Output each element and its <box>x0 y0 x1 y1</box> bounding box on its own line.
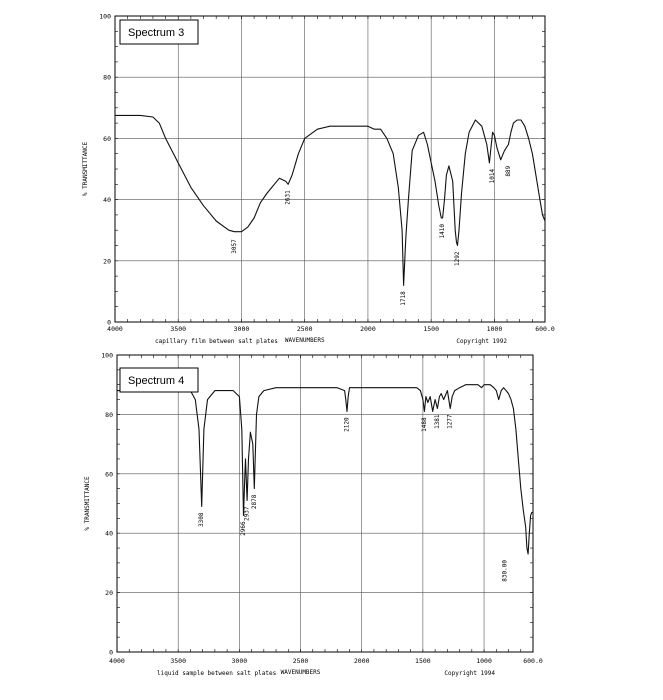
copyright-note: Copyright 1994 <box>444 670 495 677</box>
spectrum-trace <box>115 115 545 285</box>
peak-label: 1488 <box>420 417 428 432</box>
x-tick-label: 3500 <box>170 657 187 665</box>
peak-label: 2878 <box>250 494 258 510</box>
chart-title: Spectrum 4 <box>128 375 185 387</box>
y-tick-label: 60 <box>105 470 113 479</box>
peak-label: 2937 <box>243 506 251 521</box>
y-tick-label: 60 <box>103 134 111 143</box>
plot-frame <box>115 16 545 322</box>
y-axis-label: % TRANSMITTANCE <box>82 141 89 197</box>
spectrum-4-chart <box>84 352 543 678</box>
peak-label: 1292 <box>453 251 461 266</box>
x-tick-label: 4000 <box>107 325 123 333</box>
x-tick-label: 2500 <box>296 325 313 333</box>
x-tick-label: 600.0 <box>535 325 555 333</box>
x-axis-label: WAVENUMBERS <box>284 337 325 344</box>
y-tick-label: 0 <box>109 648 113 657</box>
y-tick-label: 80 <box>103 73 111 82</box>
y-tick-label: 20 <box>103 257 111 266</box>
x-tick-label: 2000 <box>353 657 370 665</box>
x-tick-label: 3000 <box>231 657 248 665</box>
sample-note: liquid sample between salt plates <box>157 670 277 677</box>
spectrum-trace <box>117 385 533 554</box>
y-tick-label: 20 <box>105 589 113 598</box>
peak-label: 830.00 <box>501 559 509 582</box>
spectrum-3-chart <box>82 13 555 346</box>
x-tick-label: 3000 <box>233 325 250 333</box>
x-tick-label: 1500 <box>415 657 431 665</box>
y-tick-label: 0 <box>107 318 111 327</box>
peak-label: 3057 <box>230 239 238 254</box>
peak-label: 2120 <box>343 417 351 432</box>
y-tick-label: 100 <box>101 351 113 360</box>
peak-label: 889 <box>504 165 512 177</box>
x-tick-label: 600.0 <box>523 657 543 665</box>
copyright-note: Copyright 1992 <box>456 338 507 345</box>
y-tick-label: 40 <box>105 529 113 538</box>
peak-label: 1014 <box>489 168 497 184</box>
y-tick-label: 80 <box>105 410 113 419</box>
peak-label: 1718 <box>400 291 408 306</box>
peak-label: 1410 <box>439 223 447 239</box>
plot-frame <box>117 355 533 652</box>
sample-note: capillary film between salt plates <box>155 338 278 345</box>
x-axis-label: WAVENUMBERS <box>280 669 321 676</box>
x-tick-label: 4000 <box>109 657 125 665</box>
peak-label: 2966 <box>240 521 248 536</box>
x-tick-label: 2500 <box>292 657 309 665</box>
peak-label: 1277 <box>446 414 454 429</box>
x-tick-label: 3500 <box>170 325 187 333</box>
y-tick-label: 40 <box>103 196 111 205</box>
x-tick-label: 1500 <box>423 325 440 333</box>
x-tick-label: 2000 <box>360 325 376 333</box>
peak-label: 2631 <box>284 190 292 205</box>
chart-title: Spectrum 3 <box>128 27 185 39</box>
peak-label: 1381 <box>433 414 441 429</box>
x-tick-label: 1000 <box>486 325 503 333</box>
peak-label: 3308 <box>198 512 206 527</box>
y-axis-label: % TRANSMITTANCE <box>84 476 91 531</box>
x-tick-label: 1000 <box>476 657 492 665</box>
y-tick-label: 100 <box>99 12 111 21</box>
